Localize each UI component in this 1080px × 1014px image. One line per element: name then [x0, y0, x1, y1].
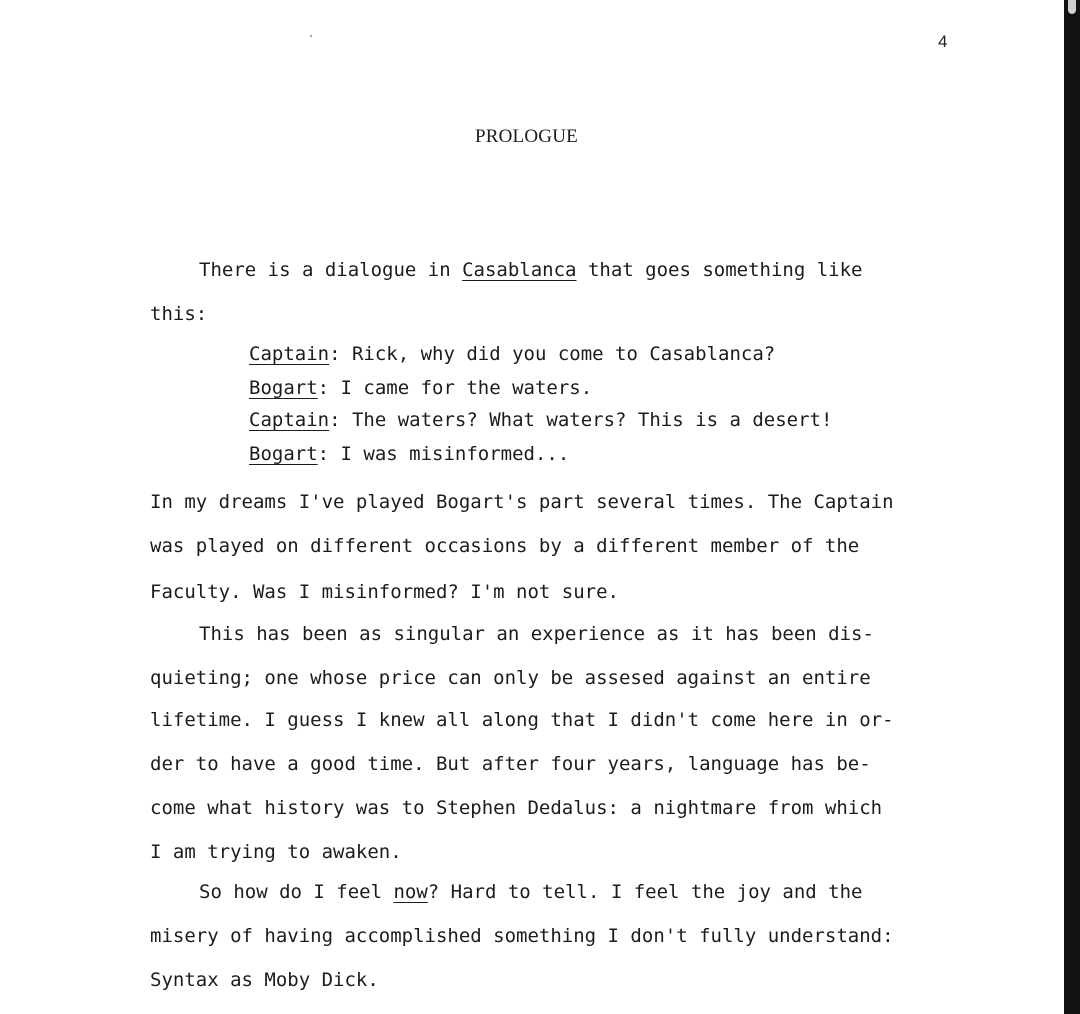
film-title: Casablanca — [462, 259, 577, 281]
dialogue-text: : I was misinformed... — [317, 443, 570, 465]
paragraph-3-line: come what history was to Stephen Dedalus: a nightmare from which — [150, 797, 883, 819]
paragraph-2-line: was played on different occasions by a different member of the — [150, 535, 860, 557]
emphasis-word: now — [393, 881, 428, 903]
text-run: that goes something like — [576, 259, 863, 281]
speaker-name: Captain — [249, 343, 330, 365]
dialogue-text: : Rick, why did you come to Casablanca? — [329, 343, 776, 365]
paragraph-1-line-1 — [199, 258, 862, 282]
dialogue-text: : The waters? What waters? This is a desert! — [329, 409, 833, 431]
paragraph-3-line: der to have a good time. But after four years, language has be- — [150, 753, 871, 775]
paragraph-4-line-3: Syntax as Moby Dick. — [150, 969, 379, 991]
dialogue-line — [249, 442, 569, 466]
viewer-edge — [1064, 0, 1080, 1014]
paragraph-4-line-1 — [199, 880, 862, 904]
paragraph-3-line: quieting; one whose price can only be assesed against an entire — [150, 667, 871, 689]
paragraph-3-line: This has been as singular an experience as it has been dis- — [199, 623, 874, 645]
dialogue-line — [249, 408, 832, 432]
paragraph-2-line: Faculty. Was I misinformed? I'm not sure. — [150, 581, 619, 603]
speaker-name: Captain — [249, 409, 330, 431]
text-run: There is a dialogue in — [199, 259, 463, 281]
paragraph-1-line-2: this: — [150, 303, 208, 325]
paragraph-3-line: lifetime. I guess I knew all along that I didn't come here in or- — [150, 709, 894, 731]
chapter-heading: PROLOGUE — [475, 126, 578, 147]
speaker-name: Bogart — [249, 377, 318, 399]
speaker-name: Bogart — [249, 443, 318, 465]
dialogue-text: : I came for the waters. — [317, 377, 593, 399]
text-run: So how do I feel — [199, 881, 394, 903]
dialogue-line — [249, 342, 775, 366]
dialogue-line — [249, 376, 592, 400]
paragraph-2-line: In my dreams I've played Bogart's part several times. The Captain — [150, 491, 894, 513]
page-number: 4 — [938, 32, 948, 51]
scan-speck — [310, 35, 312, 37]
paragraph-3-line: I am trying to awaken. — [150, 841, 402, 863]
paragraph-4-line-2: misery of having accomplished something I don't fully understand: — [150, 925, 894, 947]
scrollbar-thumb[interactable] — [1068, 0, 1076, 14]
text-run: ? Hard to tell. I feel the joy and the — [427, 881, 863, 903]
